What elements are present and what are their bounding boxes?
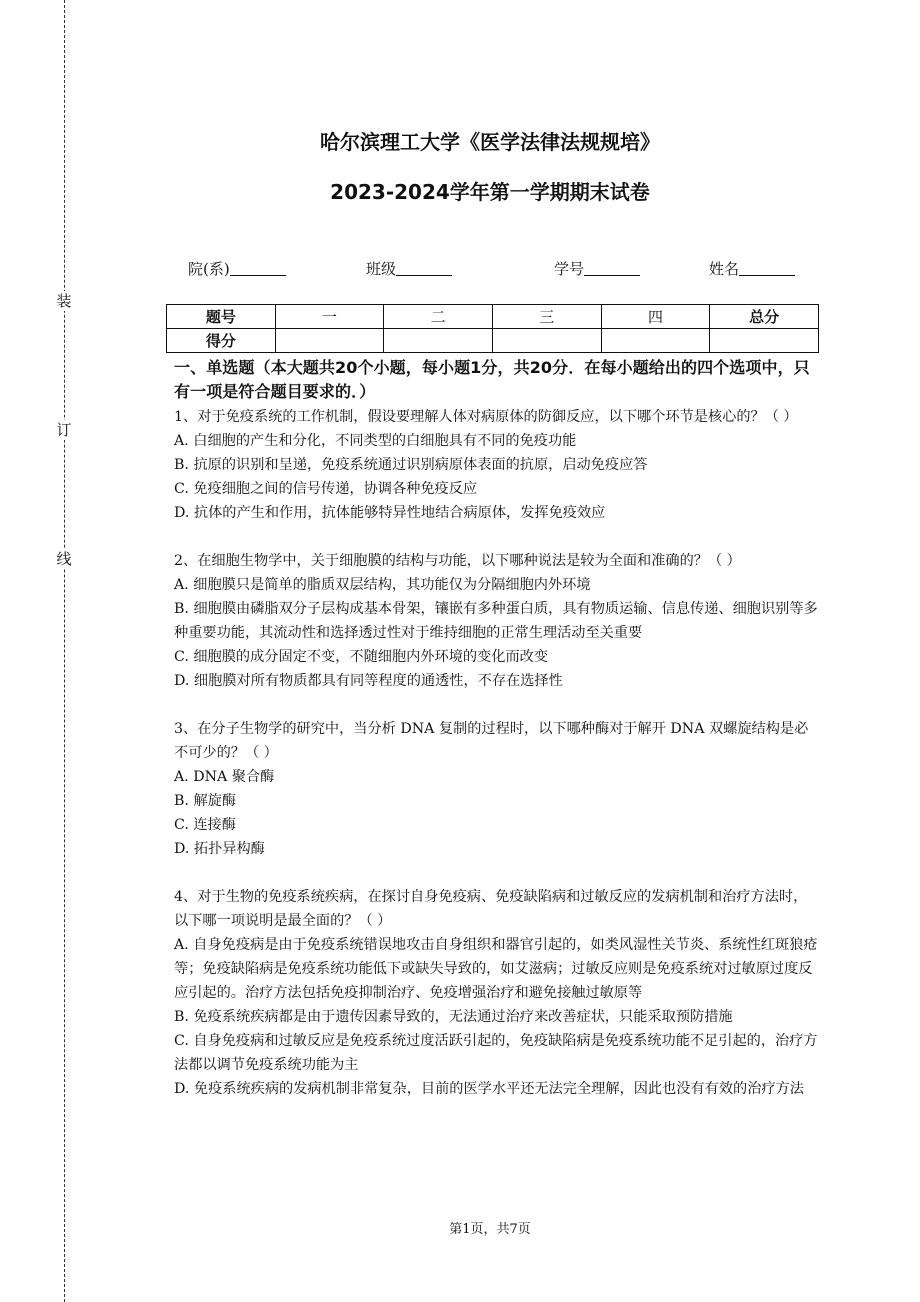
- student-id-blank[interactable]: [584, 260, 640, 276]
- exam-title-line2: 2023-2024学年第一学期期末试卷: [330, 180, 650, 204]
- option-d: D. 免疫系统疾病的发病机制非常复杂，目前的医学水平还无法完全理解，因此也没有有效的治疗方法: [174, 1081, 804, 1097]
- score-table-header-row: [167, 305, 819, 329]
- question-2: [174, 549, 820, 693]
- name-field[interactable]: [709, 258, 795, 279]
- binding-char-ding: 订: [54, 420, 74, 440]
- score-header-cell: 三: [492, 305, 601, 329]
- score-table-score-row: [167, 329, 819, 353]
- class-field[interactable]: [366, 258, 452, 279]
- page-footer: 第1页，共7页: [449, 1222, 531, 1237]
- score-cell[interactable]: [275, 329, 384, 353]
- exam-content: [174, 356, 820, 1125]
- score-header-cell: 二: [384, 305, 493, 329]
- name-label: 姓名: [709, 260, 740, 278]
- name-blank[interactable]: [739, 260, 795, 276]
- option-a: A. 自身免疫病是由于免疫系统错误地攻击自身组织和器官引起的，如类风湿性关节炎、系统性红斑狼疮等；免疫缺陷病是免疫系统功能低下或缺失导致的，如艾滋病；过敏反应则是免疫系统对过敏原过度反应引起的。治疗方法包括免疫抑制治疗、免疫增强治疗和避免接触过敏原等: [174, 937, 818, 1001]
- question-stem: 1、对于免疫系统的工作机制，假设要理解人体对病原体的防御反应，以下哪个环节是核心的？（ ）: [174, 409, 798, 425]
- score-header-cell: 题号: [167, 305, 276, 329]
- question-stem: 2、在细胞生物学中，关于细胞膜的结构与功能，以下哪种说法是较为全面和准确的？（ ）: [174, 553, 741, 569]
- option-a: A. DNA 聚合酶: [174, 769, 275, 785]
- class-blank[interactable]: [396, 260, 452, 276]
- option-d: D. 细胞膜对所有物质都具有同等程度的通透性，不存在选择性: [174, 673, 563, 689]
- option-c: C. 自身免疫病和过敏反应是免疫系统过度活跃引起的，免疫缺陷病是免疫系统功能不足引起的，治疗方法都以调节免疫系统功能为主: [174, 1033, 818, 1073]
- question-1: [174, 405, 820, 525]
- department-label: 院(系): [188, 260, 230, 278]
- option-a: A. 细胞膜只是简单的脂质双层结构，其功能仅为分隔细胞内外环境: [174, 577, 591, 593]
- question-3: [174, 717, 820, 861]
- section-title: 一、单选题（本大题共20个小题，每小题1分，共20分．在每小题给出的四个选项中，只有一项是符合题目要求的．）: [174, 358, 810, 401]
- score-header-cell: 总分: [710, 305, 819, 329]
- score-header-cell: 一: [275, 305, 384, 329]
- option-c: C. 免疫细胞之间的信号传递，协调各种免疫反应: [174, 481, 478, 497]
- score-cell[interactable]: [384, 329, 493, 353]
- department-blank[interactable]: [230, 260, 286, 276]
- student-id-field[interactable]: [554, 258, 640, 279]
- question-stem: 3、在分子生物学的研究中，当分析 DNA 复制的过程时，以下哪种酶对于解开 DNA 双螺旋结构是必不可少的？（ ）: [174, 721, 809, 761]
- score-header-cell: 四: [601, 305, 710, 329]
- exam-title-line1: 哈尔滨理工大学《医学法律法规规培》: [320, 130, 660, 154]
- option-a: A. 白细胞的产生和分化，不同类型的白细胞具有不同的免疫功能: [174, 433, 577, 449]
- student-id-label: 学号: [554, 260, 585, 278]
- score-cell[interactable]: [710, 329, 819, 353]
- option-c: C. 细胞膜的成分固定不变，不随细胞内外环境的变化而改变: [174, 649, 549, 665]
- binding-char-zhuang: 装: [54, 291, 74, 311]
- department-field[interactable]: [188, 258, 286, 279]
- question-4: [174, 885, 820, 1101]
- score-row-label: 得分: [167, 329, 276, 353]
- score-cell[interactable]: [492, 329, 601, 353]
- option-b: B. 细胞膜由磷脂双分子层构成基本骨架，镶嵌有多种蛋白质，具有物质运输、信息传递、细胞识别等多种重要功能，其流动性和选择透过性对于维持细胞的正常生理活动至关重要: [174, 601, 818, 641]
- option-b: B. 解旋酶: [174, 793, 237, 809]
- option-b: B. 免疫系统疾病都是由于遗传因素导致的，无法通过治疗来改善症状，只能采取预防措施: [174, 1009, 733, 1025]
- option-b: B. 抗原的识别和呈递，免疫系统通过识别病原体表面的抗原，启动免疫应答: [174, 457, 648, 473]
- question-stem: 4、对于生物的免疫系统疾病，在探讨自身免疫病、免疫缺陷病和过敏反应的发病机制和治疗方法时，以下哪一项说明是最全面的？（ ）: [174, 889, 808, 929]
- option-d: D. 抗体的产生和作用，抗体能够特异性地结合病原体，发挥免疫效应: [174, 505, 606, 521]
- score-cell[interactable]: [601, 329, 710, 353]
- class-label: 班级: [366, 260, 397, 278]
- binding-char-xian: 线: [54, 549, 74, 569]
- option-c: C. 连接酶: [174, 817, 236, 833]
- score-table: [166, 304, 819, 353]
- student-info-row: [188, 258, 828, 282]
- option-d: D. 拓扑异构酶: [174, 841, 265, 857]
